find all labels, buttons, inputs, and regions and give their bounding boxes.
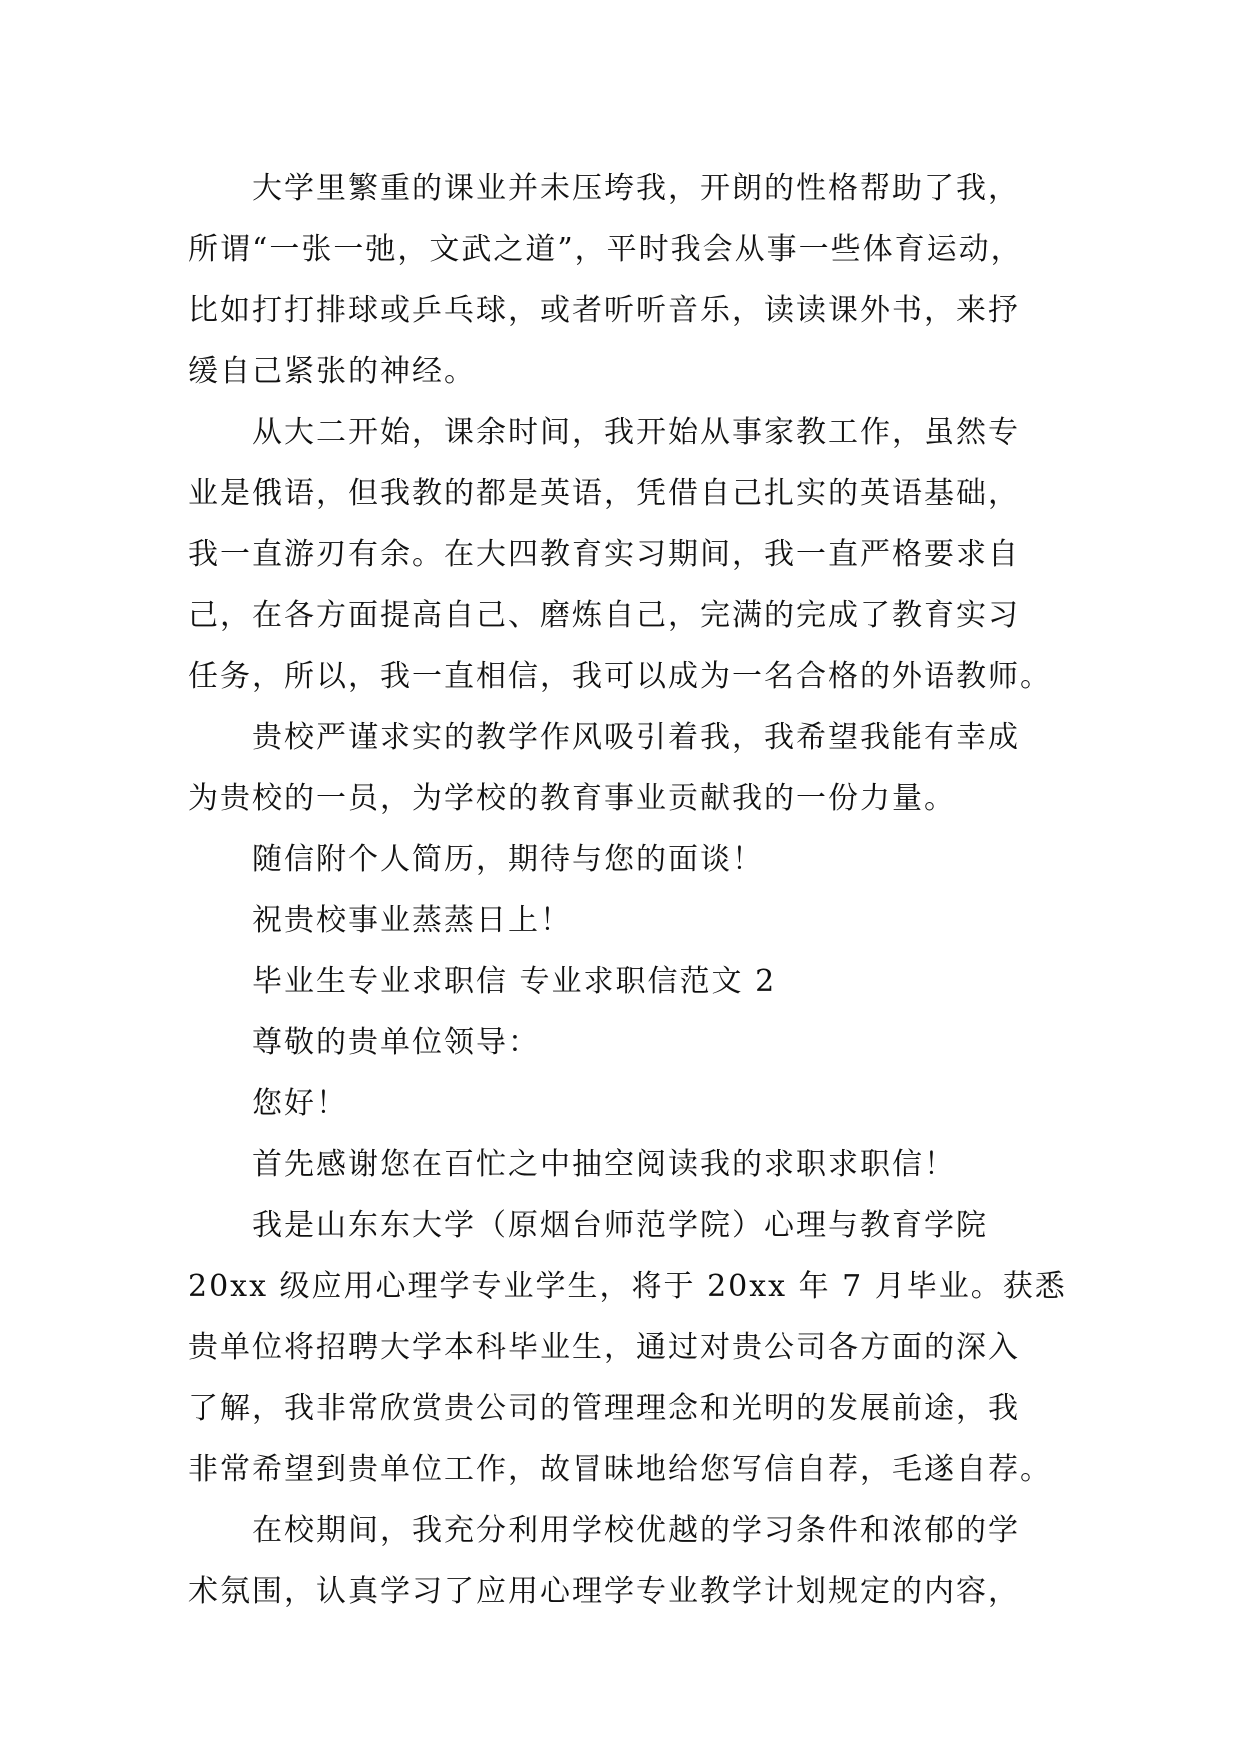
text-line: 贵单位将招聘大学本科毕业生，通过对贵公司各方面的深入 [188,1330,1020,1365]
letter-body [188,158,1068,1622]
paragraph-introduction [188,1195,1068,1500]
paragraph-resume-note [188,829,1068,890]
paragraph-school-appeal [188,707,1068,829]
text-line: 从大二开始，课余时间，我开始从事家教工作，虽然专 [252,415,1020,450]
paragraph-thanks [188,1134,1068,1195]
text-line: 20xx 级应用心理学专业学生，将于 20xx 年 7 月毕业。获悉 [188,1269,1067,1304]
section-heading [188,951,1068,1012]
text-line: 大学里繁重的课业并未压垮我，开朗的性格帮助了我， [252,171,1020,206]
text-line: 尊敬的贵单位领导： [252,1025,540,1060]
text-line: 缓自己紧张的神经。 [188,354,476,389]
text-line: 己，在各方面提高自己、磨炼自己，完满的完成了教育实习 [188,598,1020,633]
greeting [188,1073,1068,1134]
text-line: 非常希望到贵单位工作，故冒昧地给您写信自荐，毛遂自荐。 [188,1452,1052,1487]
section-title: 毕业生专业求职信 专业求职信范文 2 [252,964,777,999]
text-line: 您好！ [252,1086,348,1121]
text-line: 为贵校的一员，为学校的教育事业贡献我的一份力量。 [188,781,956,816]
paragraph-college-life [188,158,1068,402]
text-line: 我一直游刃有余。在大四教育实习期间，我一直严格要求自 [188,537,1020,572]
text-line: 贵校严谨求实的教学作风吸引着我，我希望我能有幸成 [252,720,1020,755]
text-line: 业是俄语，但我教的都是英语，凭借自己扎实的英语基础， [188,476,1020,511]
text-line: 术氛围，认真学习了应用心理学专业教学计划规定的内容， [188,1574,1020,1609]
text-line: 所谓“一张一弛，文武之道”，平时我会从事一些体育运动， [188,232,1023,267]
text-line: 比如打打排球或乒乓球，或者听听音乐，读读课外书，来抒 [188,293,1020,328]
text-line: 在校期间，我充分利用学校优越的学习条件和浓郁的学 [252,1513,1020,1548]
text-line: 任务，所以，我一直相信，我可以成为一名合格的外语教师。 [188,659,1052,694]
paragraph-wishes [188,890,1068,951]
text-line: 祝贵校事业蒸蒸日上！ [252,903,572,938]
text-line: 首先感谢您在百忙之中抽空阅读我的求职求职信！ [252,1147,956,1182]
text-line: 随信附个人简历，期待与您的面谈！ [252,842,764,877]
text-line: 了解，我非常欣赏贵公司的管理理念和光明的发展前途，我 [188,1391,1020,1426]
salutation [188,1012,1068,1073]
paragraph-study [188,1500,1068,1622]
paragraph-tutoring [188,402,1068,707]
text-line: 我是山东东大学（原烟台师范学院）心理与教育学院 [252,1208,988,1243]
